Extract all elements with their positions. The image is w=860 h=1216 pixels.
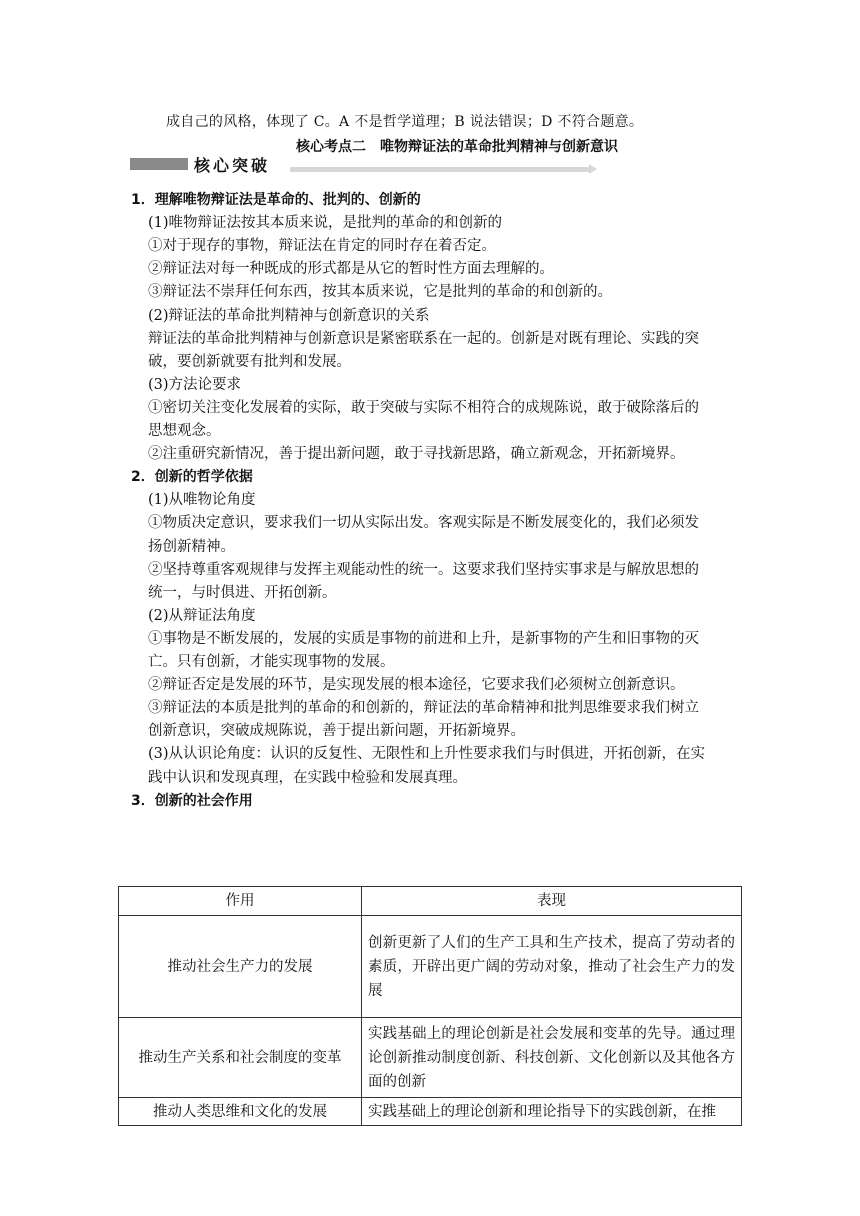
body-line: ①物质决定意识，要求我们一切从实际出发。客观实际是不断发展变化的，我们必须发: [148, 515, 699, 532]
table-row: [119, 1098, 742, 1126]
body-line: 破，要创新就要有批判和发展。: [148, 353, 351, 370]
table-header-desc: 表现: [362, 887, 742, 916]
body-line: ②坚持尊重客观规律与发挥主观能动性的统一。这要求我们坚持实事求是与解放思想的: [148, 561, 699, 578]
body-line: 思想观念。: [148, 423, 221, 439]
table-cell-desc: 创新更新了人们的生产工具和生产技术，提高了劳动者的素质，开辟出更广阔的劳动对象，推动了社会生产力的发展: [362, 916, 742, 1018]
body-line: ②辩证法对每一种既成的形式都是从它的暂时性方面去理解的。: [148, 261, 554, 278]
table-row: [119, 916, 742, 1018]
table-header-row: [119, 887, 742, 916]
body-line: 践中认识和发现真理，在实践中检验和发展真理。: [148, 769, 467, 786]
body-line: (2)从辩证法角度: [148, 607, 256, 624]
table-row: [119, 1018, 742, 1098]
table-header-role: 作用: [119, 887, 362, 916]
body-line: ②注重研究新情况，善于提出新问题，敢于寻找新思路，确立新观念，开拓新境界。: [148, 446, 685, 463]
section-heading: 3．创新的社会作用: [131, 792, 253, 809]
body-line: (1)唯物辩证法按其本质来说，是批判的革命的和创新的: [148, 215, 503, 232]
body-line: ③辩证法的本质是批判的革命的和创新的，辩证法的革命精神和批判思维要求我们树立: [148, 700, 699, 717]
table-cell-role: 推动生产关系和社会制度的变革: [119, 1018, 362, 1098]
body-line: (2)辩证法的革命批判精神与创新意识的关系: [148, 307, 430, 324]
table-cell-role: 推动社会生产力的发展: [119, 916, 362, 1018]
section-banner: [130, 153, 470, 175]
body-line: ③辩证法不崇拜任何东西，按其本质来说，它是批判的革命的和创新的。: [148, 284, 612, 301]
innovation-role-table: [118, 886, 742, 1126]
section-heading: 2．创新的哲学依据: [131, 469, 253, 486]
body-line: 亡。只有创新，才能实现事物的发展。: [148, 654, 395, 670]
body-line: ①对于现存的事物，辩证法在肯定的同时存在着否定。: [148, 238, 496, 255]
body-line: 辩证法的革命批判精神与创新意识是紧密联系在一起的。创新是对既有理论、实践的突: [148, 330, 699, 347]
section-title: 核心考点二 唯物辩证法的革命批判精神与创新意识: [296, 139, 618, 155]
banner-label: 核心突破: [194, 156, 271, 175]
body-line: ①密切关注变化发展着的实际，敢于突破与实际不相符合的成规陈说，敢于破除落后的: [148, 399, 699, 416]
body-line: (1)从唯物论角度: [148, 492, 256, 509]
section-heading: 1．理解唯物辩证法是革命的、批判的、创新的: [131, 192, 421, 208]
body-line: 统一，与时俱进、开拓创新。: [148, 584, 337, 601]
table-cell-desc: 实践基础上的理论创新是社会发展和变革的先导。通过理论创新推动制度创新、科技创新、文化创新以及其他各方面的创新: [362, 1018, 742, 1098]
body-line: (3)方法论要求: [148, 376, 242, 393]
table-cell-role: 推动人类思维和文化的发展: [119, 1098, 362, 1126]
body-line: 扬创新精神。: [148, 538, 235, 555]
banner-bar: [130, 158, 188, 170]
intro-line: 成自己的风格，体现了 C。A 不是哲学道理；B 说法错误；D 不符合题意。: [166, 114, 644, 130]
body-line: ①事物是不断发展的，发展的实质是事物的前进和上升，是新事物的产生和旧事物的灭: [148, 630, 699, 647]
body-line: (3)从认识论角度：认识的反复性、无限性和上升性要求我们与时俱进，开拓创新，在实: [148, 746, 706, 763]
body-line: ②辩证否定是发展的环节，是实现发展的根本途径，它要求我们必须树立创新意识。: [148, 677, 685, 694]
body-line: 创新意识，突破成规陈说，善于提出新问题，开拓新境界。: [148, 723, 525, 740]
table-cell-desc: 实践基础上的理论创新和理论指导下的实践创新，在推: [362, 1098, 742, 1126]
banner-arrow: [290, 167, 590, 172]
